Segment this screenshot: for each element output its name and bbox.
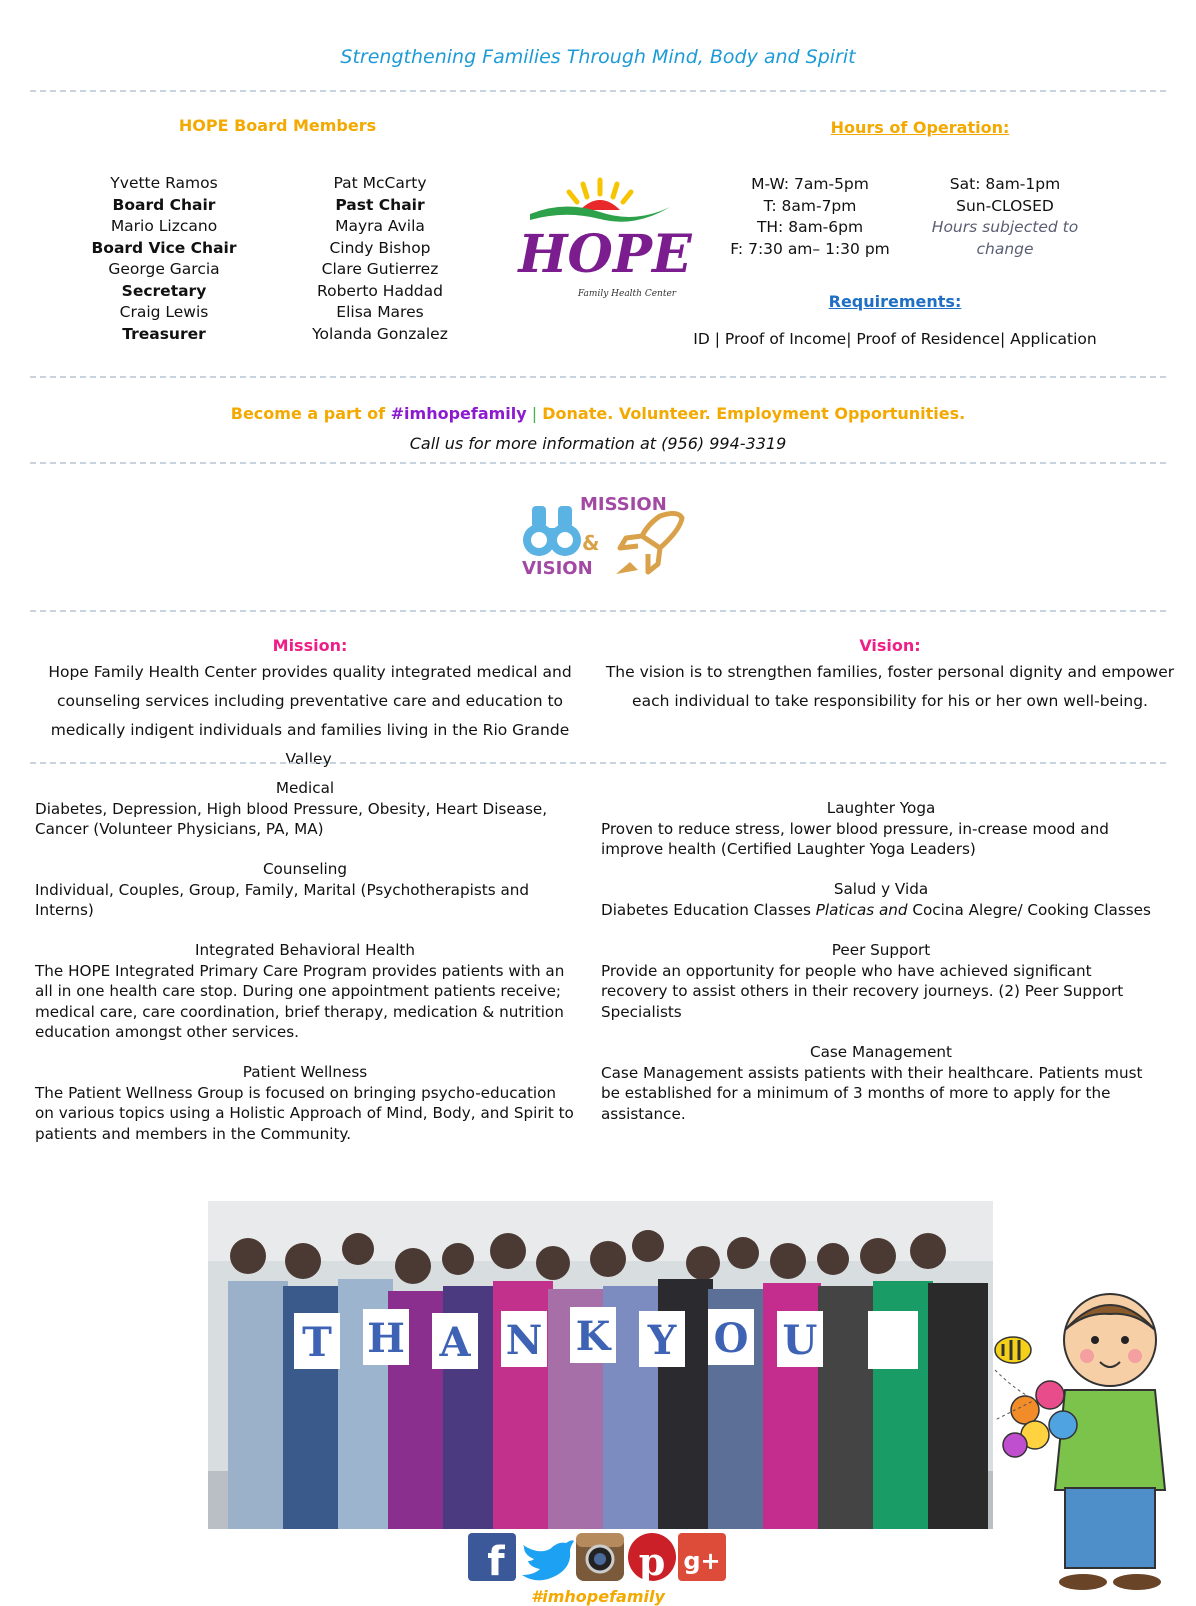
divider — [30, 762, 1166, 764]
service-title: Peer Support — [831, 941, 931, 959]
board-title: HOPE Board Members — [178, 116, 377, 135]
board-role: Secretary — [121, 281, 207, 300]
service-counseling — [35, 859, 575, 921]
svg-text:Y: Y — [647, 1317, 677, 1364]
become-prefix: Become a part of — [230, 404, 391, 423]
svg-text:O: O — [713, 1315, 749, 1362]
service-text: Diabetes Education Classes Platicas and Cocina Alegre/ Cooking Classes — [601, 900, 1151, 919]
board-member-name: Elisa Mares — [336, 303, 424, 321]
board-member-name: Pat McCarty — [333, 174, 427, 192]
hours-line: Sat: 8am-1pm — [949, 175, 1061, 193]
vision-title: Vision: — [859, 636, 921, 655]
service-peer-support — [601, 940, 1161, 1022]
board-role: Past Chair — [335, 195, 425, 214]
board-member-name: Yvette Ramos — [110, 174, 218, 192]
svg-text:&: & — [582, 531, 600, 555]
service-text: Provide an opportunity for people who have achieved significant recovery to assist others in their recovery journeys. (2) Peer Support Specialists — [601, 961, 1124, 1021]
board-member-name: Craig Lewis — [119, 303, 209, 321]
divider — [30, 462, 1166, 464]
svg-text:H: H — [367, 1315, 405, 1362]
board-role: Board Vice Chair — [91, 238, 237, 257]
board-member-name: Roberto Haddad — [317, 281, 443, 300]
become-hashtag: #imhopefamily — [390, 404, 527, 423]
requirements-text: ID | Proof of Income| Proof of Residence| Application — [693, 330, 1097, 348]
tagline: Strengthening Families Through Mind, Body and Spirit — [340, 46, 856, 68]
instagram-icon[interactable] — [576, 1533, 624, 1581]
svg-text:A: A — [439, 1319, 471, 1366]
svg-text:N: N — [505, 1317, 543, 1364]
hours-line: TH: 8am-6pm — [756, 218, 864, 236]
board-column-2 — [290, 173, 470, 345]
hours-weekend — [910, 174, 1100, 260]
board-member-name: Clare Gutierrez — [321, 260, 439, 278]
service-title: Salud y Vida — [833, 880, 929, 898]
hours-line: F: 7:30 am– 1:30 pm — [730, 239, 890, 258]
service-title: Counseling — [262, 860, 348, 878]
service-title: Patient Wellness — [242, 1063, 368, 1081]
service-integrated-behavioral-health — [35, 940, 575, 1043]
service-title: Case Management — [809, 1043, 953, 1061]
svg-text:MISSION: MISSION — [580, 494, 667, 515]
svg-text:g+: g+ — [683, 1547, 721, 1575]
service-patient-wellness — [35, 1062, 575, 1144]
service-case-management — [601, 1042, 1161, 1124]
service-text: Proven to reduce stress, lower blood pressure, in-crease mood and improve health (Certified Laughter Yoga Leaders) — [601, 819, 1109, 858]
service-text: Diabetes, Depression, High blood Pressure, Obesity, Heart Disease, Cancer (Volunteer Physicians, PA, MA) — [35, 799, 548, 838]
call-info: Call us for more information at (956) 994-3319 — [409, 434, 787, 453]
board-role: Board Chair — [112, 195, 216, 214]
social-links — [468, 1531, 726, 1583]
service-title: Integrated Behavioral Health — [194, 941, 416, 959]
kid-with-flowers-illustration — [995, 1300, 1190, 1590]
svg-text:f: f — [487, 1539, 505, 1585]
hours-line: M-W: 7am-5pm — [751, 175, 869, 193]
facebook-icon[interactable] — [468, 1533, 516, 1585]
board-member-name: Mayra Avila — [335, 217, 425, 235]
vision-text: The vision is to strengthen families, foster personal dignity and empower each individual to take responsibility for his or her own well-being. — [605, 663, 1175, 710]
hours-weekday — [720, 174, 900, 260]
board-column-1 — [74, 173, 254, 345]
hours-title: Hours of Operation: — [830, 118, 1010, 137]
service-text: The Patient Wellness Group is focused on bringing psycho-education on various topics using a Holistic Approach of Mind, Body, and Spirit to patients and members in the Community. — [35, 1083, 574, 1143]
svg-text:U: U — [782, 1317, 818, 1364]
service-title: Medical — [275, 779, 335, 797]
svg-text:K: K — [575, 1313, 611, 1360]
google-plus-icon[interactable] — [678, 1533, 726, 1581]
mission-vision-logo — [520, 488, 690, 598]
divider — [30, 376, 1166, 378]
service-title: Laughter Yoga — [826, 799, 936, 817]
mission-title: Mission: — [272, 636, 348, 655]
board-role: Treasurer — [122, 324, 206, 343]
twitter-icon[interactable] — [522, 1540, 574, 1580]
board-member-name: Mario Lizcano — [110, 217, 218, 235]
svg-text:T: T — [302, 1319, 332, 1366]
mission-text: Hope Family Health Center provides quality integrated medical and counseling services including preventative care and education to medically indigent individuals and families living in the Rio Grande Valley. — [48, 663, 572, 768]
divider — [30, 90, 1166, 92]
svg-text:p: p — [638, 1539, 666, 1584]
board-member-name: Yolanda Gonzalez — [312, 324, 448, 343]
hours-line: T: 8am-7pm — [763, 196, 857, 215]
svg-text:Family Health Center: Family Health Center — [577, 289, 677, 299]
service-medical — [35, 778, 575, 840]
svg-text:VISION: VISION — [522, 558, 593, 579]
become-suffix: Donate. Volunteer. Employment Opportunities. — [542, 404, 966, 423]
become-banner — [0, 404, 1196, 423]
service-salud-y-vida — [601, 879, 1161, 920]
board-member-name: Cindy Bishop — [329, 238, 431, 257]
service-text: Individual, Couples, Group, Family, Marital (Psychotherapists and Interns) — [35, 880, 530, 919]
service-text: Case Management assists patients with their healthcare. Patients must be established for a minimum of 3 months of more to apply for the assistance. — [601, 1063, 1143, 1123]
requirements-title: Requirements: — [828, 292, 962, 311]
service-laughter-yoga — [601, 798, 1161, 860]
become-separator: | — [526, 404, 543, 423]
hours-line: Sun-CLOSED — [956, 196, 1054, 215]
divider — [30, 610, 1166, 612]
pinterest-icon[interactable] — [628, 1533, 676, 1584]
thank-you-group-photo — [208, 1201, 993, 1529]
board-member-name: George Garcia — [108, 260, 220, 278]
service-text: The HOPE Integrated Primary Care Program provides patients with an all in one health care stop. During one appointment patients receive; medical care, care coordination, brief therapy, medication & nutrition education amongst other services. — [35, 961, 565, 1041]
hours-note: Hours subjected to change — [931, 218, 1079, 258]
footer-hashtag: #imhopefamily — [531, 1587, 665, 1606]
hope-logo — [518, 172, 692, 307]
svg-text:HOPE: HOPE — [518, 224, 692, 285]
